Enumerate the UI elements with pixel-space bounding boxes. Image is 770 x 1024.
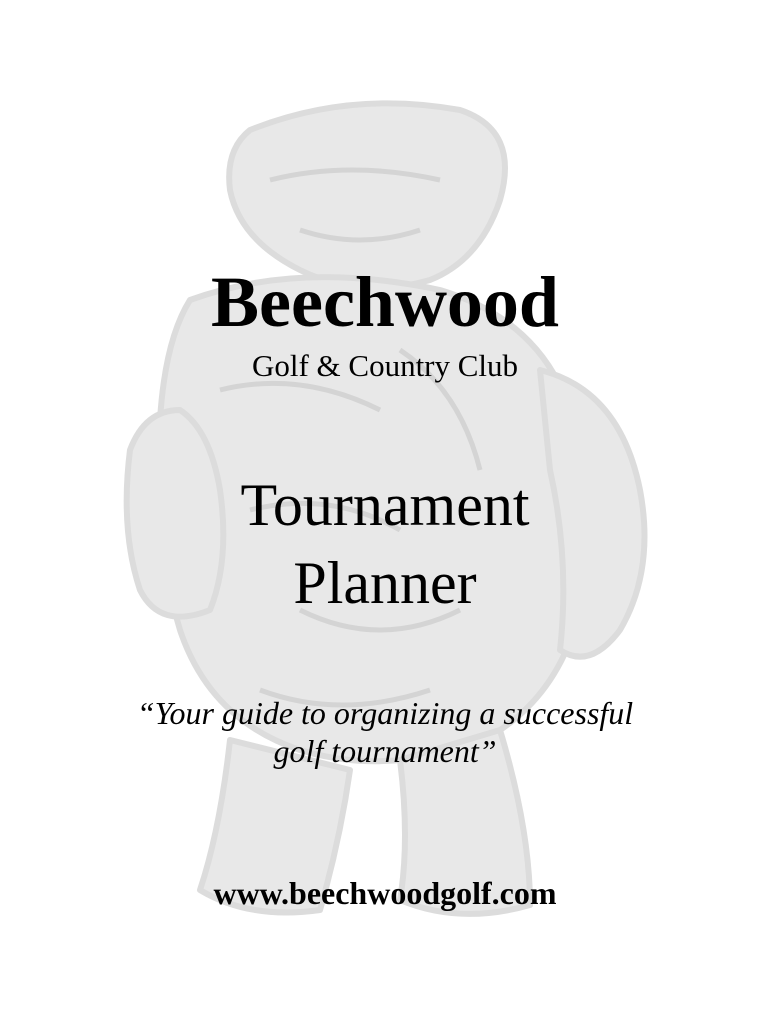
tagline-line-2: golf tournament” [273, 733, 497, 769]
document-heading-line-1: Tournament [240, 472, 530, 538]
website-link[interactable]: www.beechwoodgolf.com [213, 875, 557, 911]
club-subtitle: Golf & Country Club [251, 348, 519, 383]
tagline-line-1: “Your guide to organizing a successful [136, 695, 634, 731]
club-name-title: Beechwood [211, 262, 559, 342]
document-heading-line-2: Planner [293, 550, 477, 616]
